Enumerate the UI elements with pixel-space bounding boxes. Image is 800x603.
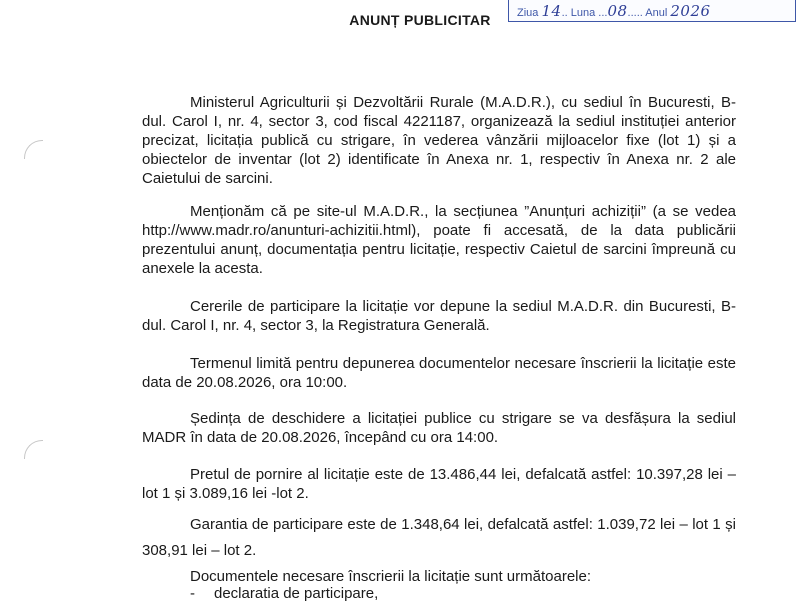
punch-hole-mark — [24, 140, 43, 159]
stamp-month-value: 08 — [607, 2, 628, 20]
registration-date-stamp: Ziua 14.. Luna ...08..... Anul 2026 — [508, 0, 796, 22]
stamp-month-label: Luna — [570, 7, 596, 19]
list-item: - declaratia de participare, — [190, 584, 378, 603]
required-documents-list — [190, 584, 378, 603]
paragraph-documentation: Menționăm că pe site-ul M.A.D.R., la secțiunea ”Anunțuri achiziții” (a se vedea http://www.madr.ro/anunturi-achizitii.html), poate fi accesată, de la data publicării prezentului anunț, documentația pentru licitație, respectiv Caietul de sarcini împreună cu anexele la acesta. — [142, 203, 736, 277]
punch-hole-mark — [24, 440, 43, 459]
paragraph-guarantee: Garantia de participare este de 1.348,64 lei, defalcată astfel: 1.039,72 lei – lot 1 și 308,91 lei – lot 2. — [142, 516, 736, 559]
page-title: ANUNȚ PUBLICITAR — [349, 12, 491, 28]
paragraph-opening-session: Ședința de deschidere a licitației publice cu strigare se va desfășura la sediul MADR în data de 20.08.2026, începând cu ora 14:00. — [142, 410, 736, 446]
paragraph-applications: Cererile de participare la licitație vor depune la sediul M.A.D.R. din Bucuresti, B-dul. Carol I, nr. 4, sector 3, la Registratura Generală. — [142, 298, 736, 334]
stamp-day-label: Ziua — [517, 7, 539, 19]
stamp-year-value: 2026 — [670, 2, 711, 20]
stamp-year-label: Anul — [645, 7, 668, 19]
paragraph-starting-price: Pretul de pornire al licitație este de 13.486,44 lei, defalcată astfel: 10.397,28 lei – lot 1 și 3.089,16 lei -lot 2. — [142, 466, 736, 502]
paragraph-organizer: Ministerul Agriculturii și Dezvoltării Rurale (M.A.D.R.), cu sediul în Bucuresti, B-dul. Carol I, nr. 4, sector 3, cod fiscal 4221187, organizează la sediul instituției anterior precizat, licitația publică cu strigare, în vederea vânzării mijloacelor fixe (lot 1) și a obiectelor de inventar (lot 2) identificate în Anexa nr. 1, respectiv în Anexa nr. 2 ale Caietului de sarcini. — [142, 94, 736, 187]
paragraph-required-documents: Documentele necesare înscrierii la licitație sunt următoarele: — [190, 568, 592, 585]
stamp-day-value: 14 — [541, 2, 562, 20]
paragraph-deadline: Termenul limită pentru depunerea documentelor necesare înscrierii la licitație este data de 20.08.2026, ora 10:00. — [142, 355, 736, 391]
